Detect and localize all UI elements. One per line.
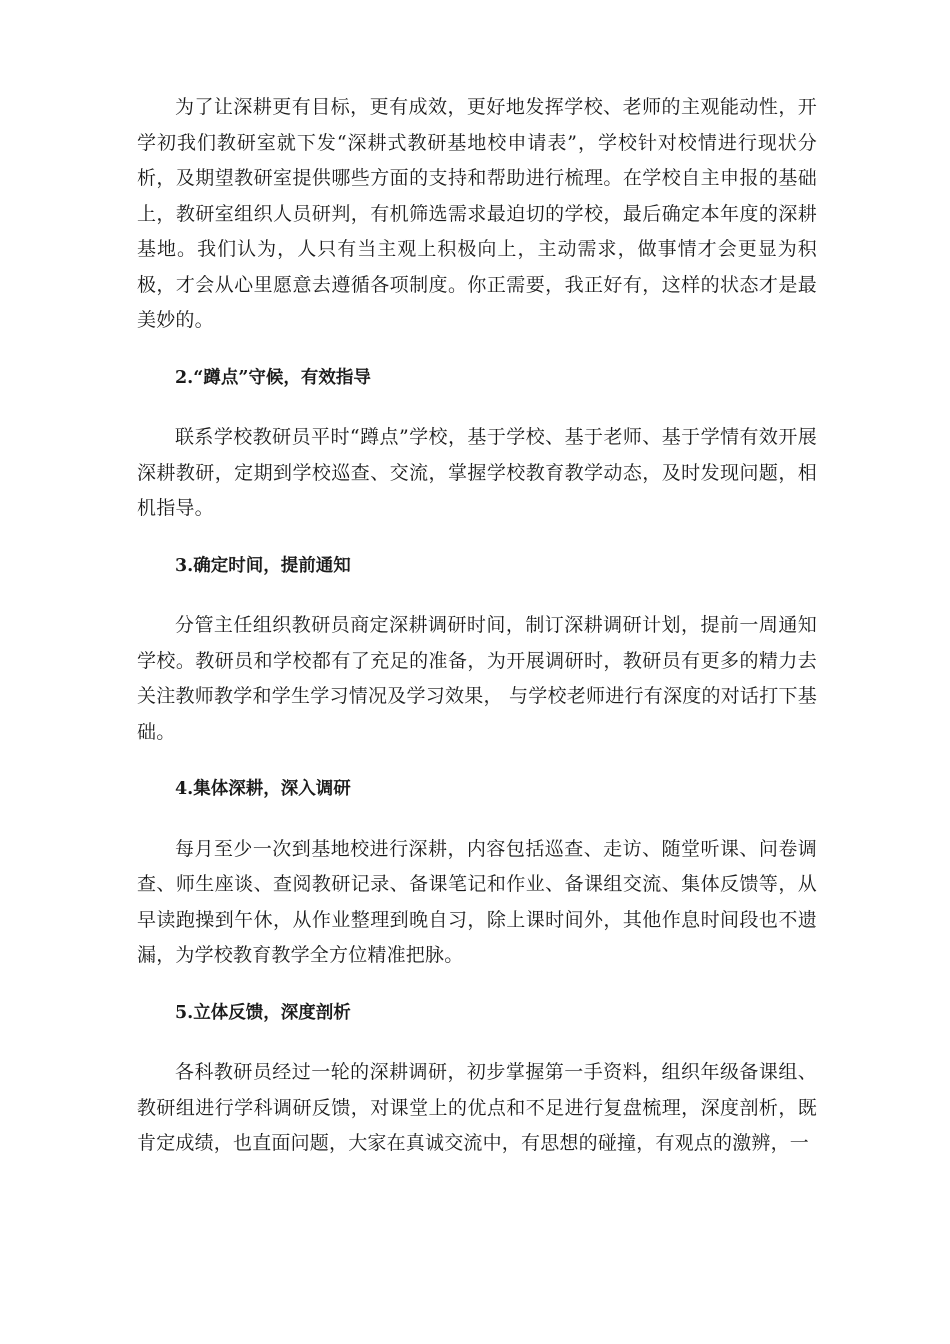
paragraph-section-3: 分管主任组织教研员商定深耕调研时间，制订深耕调研计划，提前一周通知学校。教研员和学校都有了充足的准备，为开展调研时，教研员有更多的精力去关注教师教学和学生学习情况及学习效果， 与学校老师进行有深度的对话打下基础。 — [137, 614, 817, 743]
section-heading-2: 2.“蹲点”守候，有效指导 — [175, 367, 371, 388]
paragraph-intro: 为了让深耕更有目标，更有成效，更好地发挥学校、老师的主观能动性，开学初我们教研室就下发“深耕式教研基地校申请表”，学校针对校情进行现状分析，及期望教研室提供哪些方面的支持和帮助进行梳理。在学校自主申报的基础上，教研室组织人员研判，有机筛选需求最迫切的学校，最后确定本年度的深耕基地。我们认为，人只有当主观上积极向上，主动需求，做事情才会更显为积极，才会从心里愿意去遵循各项制度。你正需要，我正好有，这样的状态才是最美妙的。 — [137, 96, 817, 331]
paragraph-section-2: 联系学校教研员平时“蹲点”学校，基于学校、基于老师、基于学情有效开展深耕教研，定期到学校巡查、交流，掌握学校教育教学动态，及时发现问题，相机指导。 — [137, 426, 817, 519]
document-body — [137, 90, 817, 1162]
paragraph-section-5: 各科教研员经过一轮的深耕调研，初步掌握第一手资料，组织年级备课组、教研组进行学科调研反馈，对课堂上的优点和不足进行复盘梳理，深度剖析，既肯定成绩，也直面问题，大家在真诚交流中，有思想的碰撞，有观点的激辨，一 — [137, 1061, 817, 1154]
section-heading-4: 4.集体深耕，深入调研 — [175, 779, 351, 799]
paragraph-section-4: 每月至少一次到基地校进行深耕，内容包括巡查、走访、随堂听课、问卷调查、师生座谈、查阅教研记录、备课笔记和作业、备课组交流、集体反馈等，从早读跑操到午休，从作业整理到晚自习，除上课时间外，其他作息时间段也不遗漏，为学校教育教学全方位精准把脉。 — [137, 837, 817, 966]
section-heading-3: 3.确定时间，提前通知 — [175, 555, 351, 576]
section-heading-5: 5.立体反馈，深度剖析 — [175, 1002, 351, 1023]
